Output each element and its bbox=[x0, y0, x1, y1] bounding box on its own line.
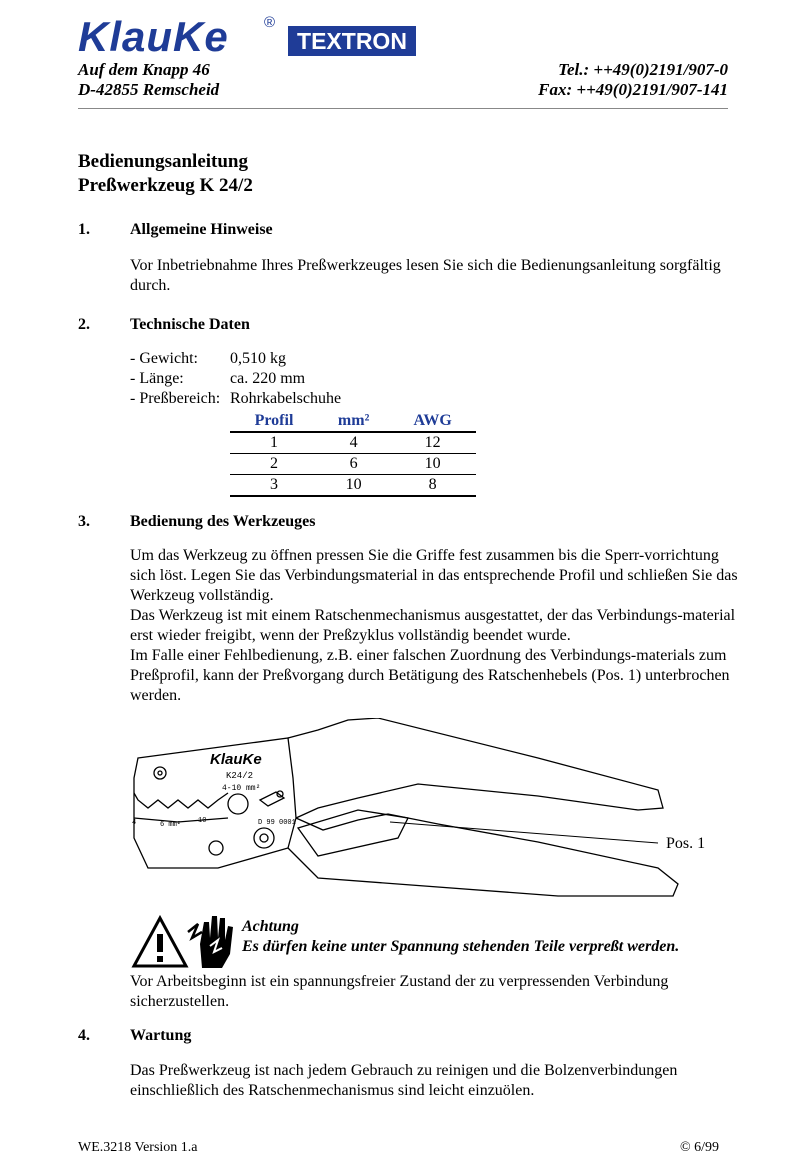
profile-table bbox=[230, 410, 476, 497]
spec-length-label: - Länge: bbox=[130, 370, 184, 387]
section-4-number: 4. bbox=[78, 1027, 90, 1044]
section-1-text: Vor Inbetriebnahme Ihres Preßwerkzeuges lesen Sie sich die Bedienungsanleitung sorgfältig durch. bbox=[130, 257, 721, 294]
table-cell: 8 bbox=[389, 475, 476, 497]
phone-number: Tel.: ++49(0)2191/907-0 bbox=[558, 60, 728, 79]
ratchet-lever bbox=[298, 810, 408, 856]
tool-brand-text: KlauKe bbox=[210, 751, 262, 768]
klauke-logo: KlauKe bbox=[78, 13, 229, 60]
section-2-number: 2. bbox=[78, 316, 90, 333]
fax-number: Fax: ++49(0)2191/907-141 bbox=[538, 80, 728, 99]
header-awg: AWG bbox=[389, 410, 476, 432]
header-rule bbox=[78, 108, 728, 109]
tool-upper-handle bbox=[288, 718, 663, 818]
tool-range-text: 4-10 mm² bbox=[222, 784, 261, 793]
header-mm2: mm² bbox=[318, 410, 389, 432]
table-cell: 4 bbox=[318, 432, 389, 454]
electric-hand-icon bbox=[188, 916, 233, 968]
address-street: Auf dem Knapp 46 bbox=[78, 60, 210, 79]
section-1-number: 1. bbox=[78, 221, 90, 238]
warning-icons bbox=[130, 910, 236, 972]
section-2-title: Technische Daten bbox=[130, 316, 250, 333]
section-4-title: Wartung bbox=[130, 1027, 192, 1044]
table-cell: 10 bbox=[389, 454, 476, 475]
warning-text: Es dürfen keine unter Spannung stehenden Teile verpreßt werden. bbox=[242, 938, 680, 955]
spec-weight-label: - Gewicht: bbox=[130, 350, 198, 367]
warning-block bbox=[242, 917, 679, 957]
small-bolt bbox=[209, 841, 223, 855]
die-label-10: 10 bbox=[198, 817, 207, 825]
spec-range bbox=[130, 389, 341, 409]
table-cell: 12 bbox=[389, 432, 476, 454]
lower-bolt bbox=[254, 828, 274, 848]
registered-mark: ® bbox=[264, 14, 276, 31]
section-3-title: Bedienung des Werkzeuges bbox=[130, 513, 316, 530]
header-profil: Profil bbox=[230, 410, 318, 432]
section-3-paragraph-2: Das Werkzeug ist mit einem Ratschenmechanismus ausgestattet, der das Verbindungs-material erst wieder freigibt, wenn der Preßzyklus vollständig beendet wurde. bbox=[130, 607, 736, 644]
table-row bbox=[230, 454, 476, 475]
footer-version: WE.3218 Version 1.a bbox=[78, 1140, 198, 1155]
spec-length-value: ca. 220 mm bbox=[230, 370, 306, 387]
tool-lower-handle bbox=[288, 814, 678, 896]
table-cell: 3 bbox=[230, 475, 318, 497]
section-3-paragraph-3: Im Falle einer Fehlbedienung, z.B. einer falschen Zuordnung des Verbindungs-materials zum Preßprofil, kann der Preßvorgang durch Betätigung des Ratschenhebels (Pos. 1) unterbrochen werden. bbox=[130, 647, 730, 704]
tool-serial-text: D 99 0001 bbox=[258, 819, 296, 827]
table-cell: 2 bbox=[230, 454, 318, 475]
table-cell: 10 bbox=[318, 475, 389, 497]
table-row bbox=[230, 475, 476, 497]
upper-bolt bbox=[154, 767, 166, 779]
section-1-title: Allgemeine Hinweise bbox=[130, 221, 273, 238]
spec-length bbox=[130, 369, 305, 389]
tool-model-text: K24/2 bbox=[226, 771, 254, 781]
table-row bbox=[230, 432, 476, 454]
die-label-6: 6 mm² bbox=[160, 821, 182, 829]
section-3-number: 3. bbox=[78, 513, 90, 530]
spec-weight-value: 0,510 kg bbox=[230, 350, 286, 367]
table-cell: 6 bbox=[318, 454, 389, 475]
title-line-1: Bedienungsanleitung bbox=[78, 151, 248, 172]
section-4-text: Das Preßwerkzeug ist nach jedem Gebrauch zu reinigen und die Bolzenverbindungen einschließlich des Ratschenmechanismus sind leicht einzuölen. bbox=[130, 1062, 678, 1099]
section-3-paragraph-1: Um das Werkzeug zu öffnen pressen Sie die Griffe fest zusammen bis die Sperr-vorrichtung sich löst. Legen Sie das Verbindungsmaterial in das entsprechende Profil und schließen Sie das Werkzeug vollständig. bbox=[130, 547, 738, 604]
spec-range-label: - Preßbereich: bbox=[130, 390, 221, 407]
die-label-4: 4 bbox=[132, 819, 137, 827]
jaw-profiles bbox=[134, 793, 228, 808]
warning-triangle-icon bbox=[134, 918, 186, 966]
title-line-2: Preßwerkzeug K 24/2 bbox=[78, 175, 253, 196]
document-title bbox=[78, 150, 253, 198]
pos1-callout-label: Pos. 1 bbox=[666, 835, 706, 852]
footer-date: © 6/99 bbox=[680, 1140, 720, 1155]
address-city: D-42855 Remscheid bbox=[78, 80, 220, 99]
textron-logo: TEXTRON bbox=[288, 26, 416, 56]
profile-table-header bbox=[230, 410, 476, 432]
warning-followup-text: Vor Arbeitsbeginn ist ein spannungsfreier Zustand der zu verpressenden Verbindung sicherzustellen. bbox=[130, 973, 669, 1010]
warning-heading: Achtung bbox=[242, 918, 299, 935]
table-cell: 1 bbox=[230, 432, 318, 454]
terminal-lug bbox=[260, 792, 284, 806]
spec-weight bbox=[130, 349, 286, 369]
pivot-bolt bbox=[228, 794, 248, 814]
crimping-tool-illustration bbox=[118, 718, 738, 898]
spec-range-value: Rohrkabelschuhe bbox=[230, 390, 342, 407]
section-3-text bbox=[130, 546, 740, 706]
